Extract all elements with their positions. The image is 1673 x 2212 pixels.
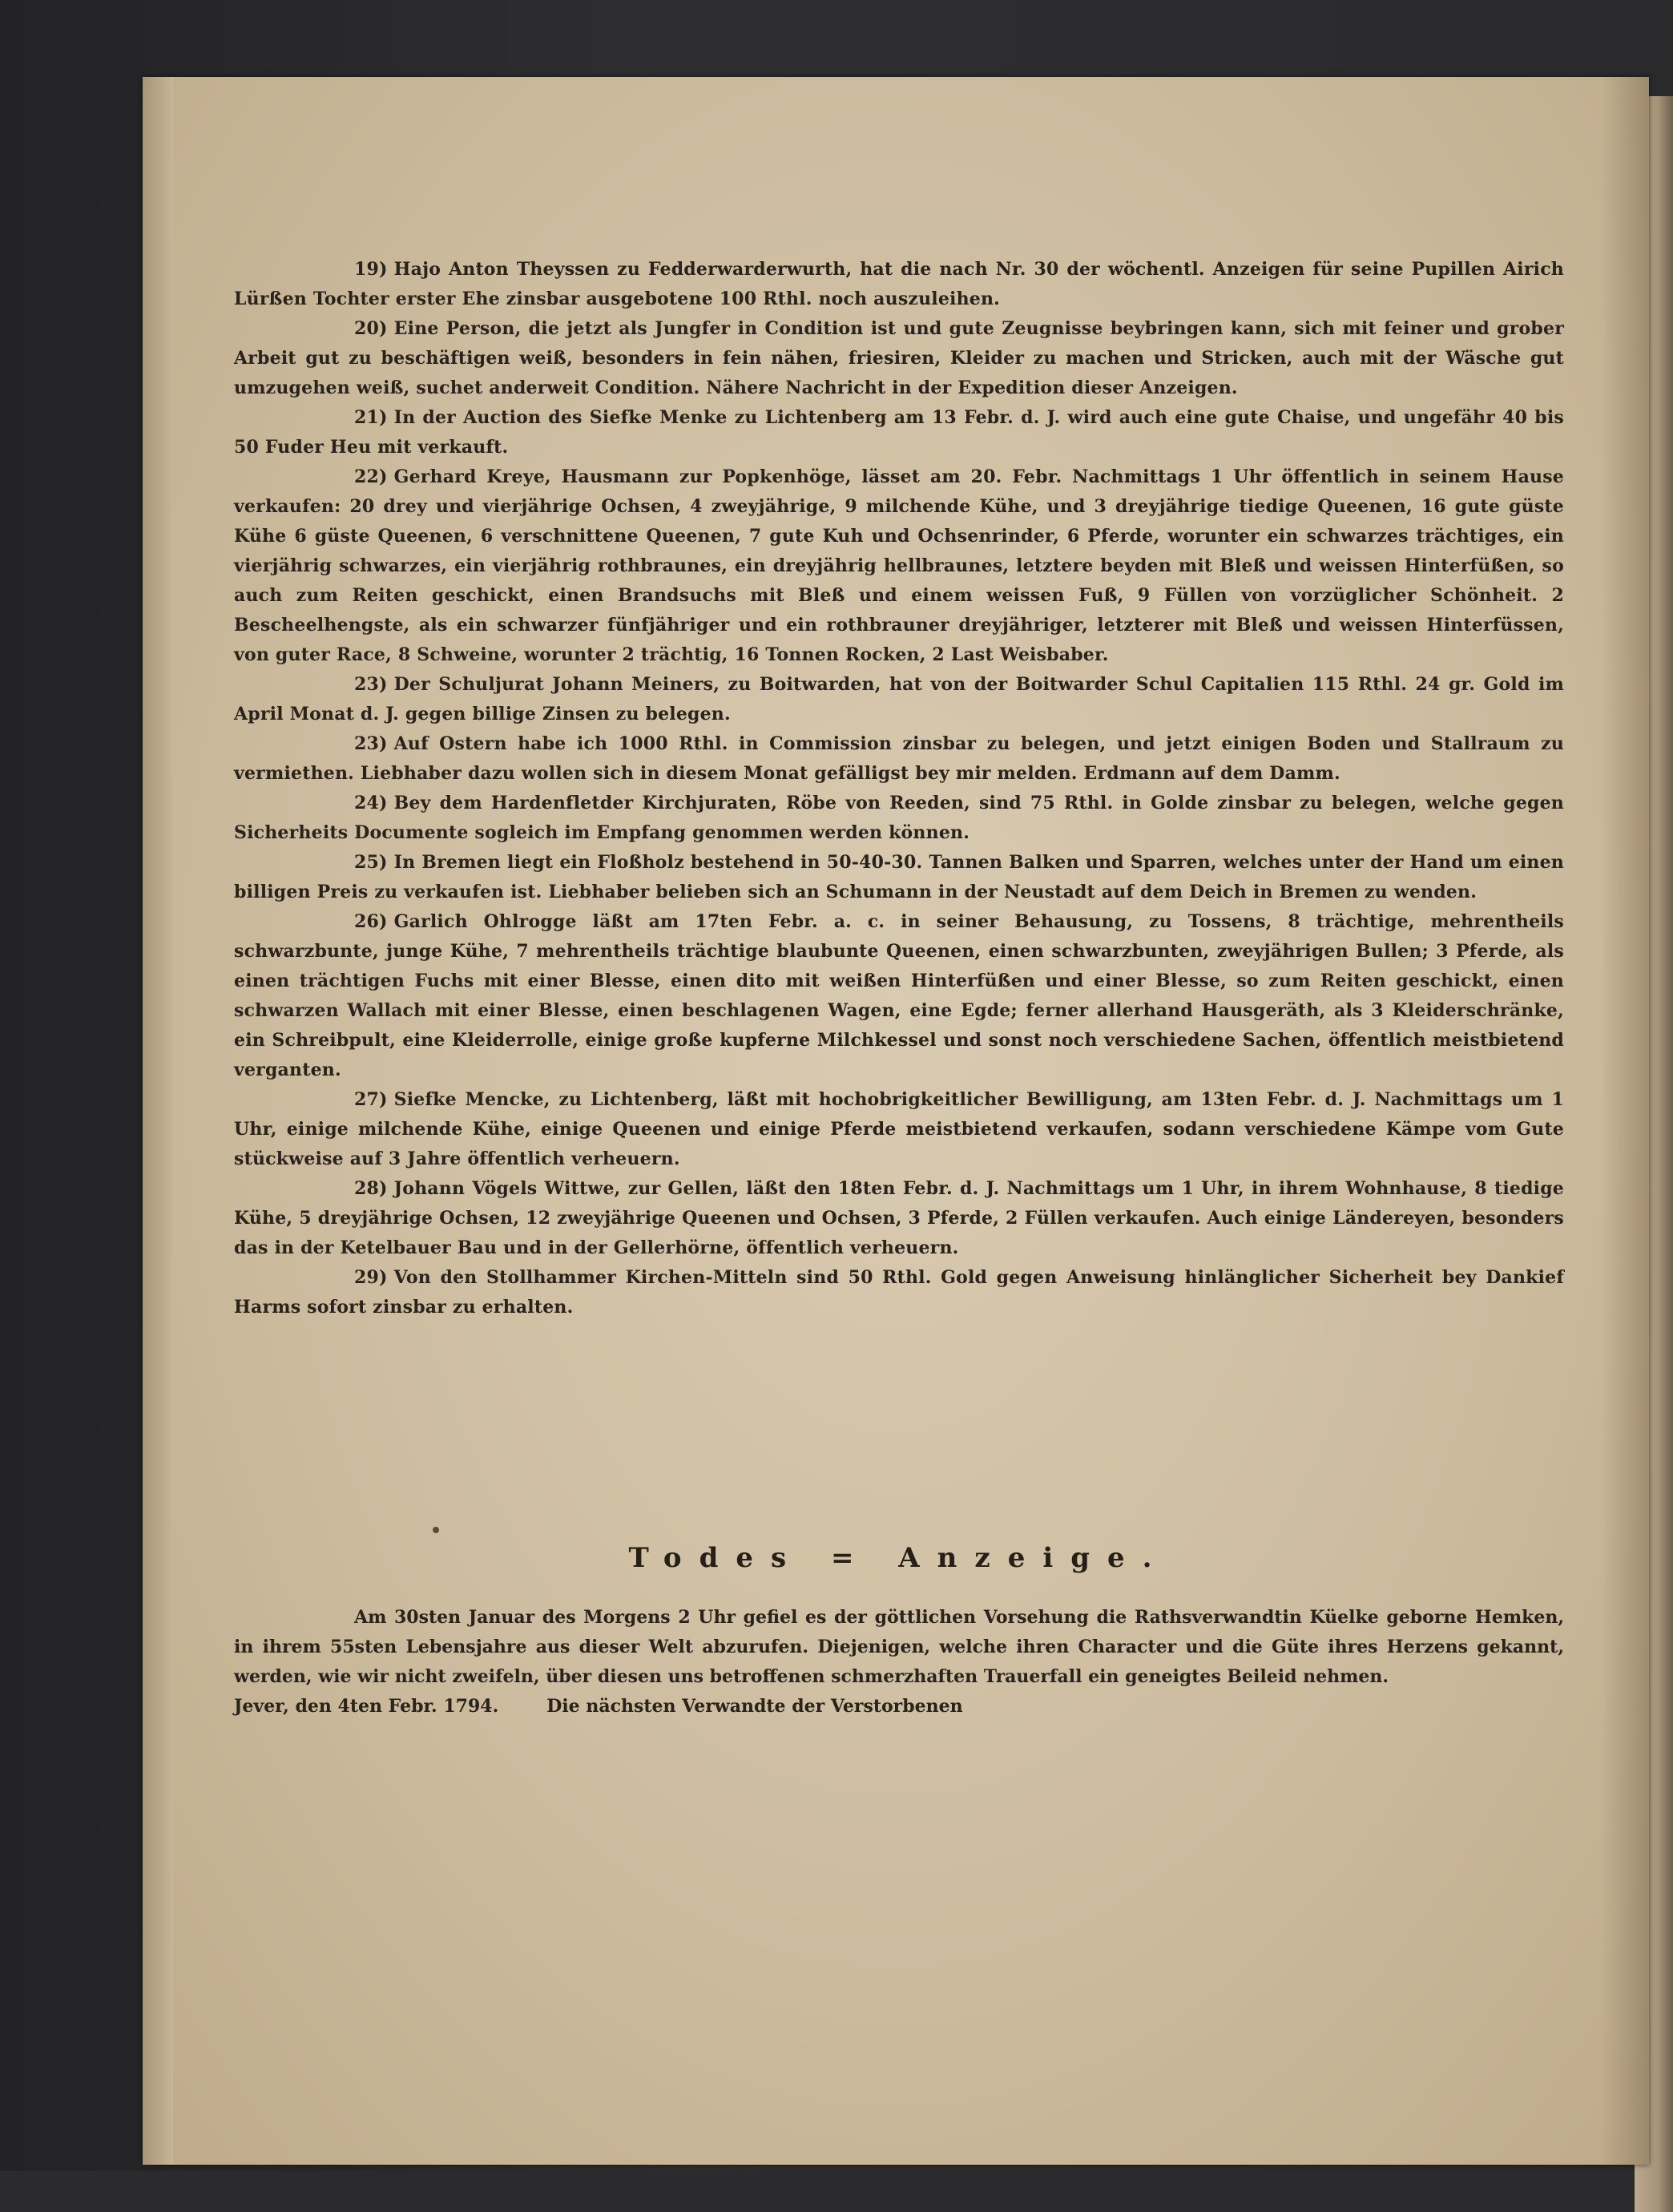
advertisement-entry [234,255,1564,314]
entry-number: 28) [354,1178,388,1199]
entry-text: In Bremen liegt ein Floßholz bestehend in 50-40-30. Tannen Balken und Sparren, welches unter der Hand um einen billigen Preis zu verkaufen ist. Liebhaber belieben sich an Schumann in der Neustadt auf dem Deich in Bremen zu wenden. [234,852,1564,902]
entry-text: Von den Stollhammer Kirchen-Mitteln sind 50 Rthl. Gold gegen Anweisung hinlänglicher Sicherheit bey Dankief Harms sofort zinsbar zu erhalten. [234,1267,1564,1318]
advertisement-entry [234,670,1564,729]
advertisement-entry [234,907,1564,1085]
advertisement-entry [234,1174,1564,1263]
death-notice-signature [234,1692,1564,1722]
advertisement-entry [234,789,1564,848]
death-notice [234,1603,1564,1722]
death-notice-body: Am 30sten Januar des Morgens 2 Uhr gefiel es der göttlichen Vorsehung die Rathsverwandtin Küelke geborne Hemken, in ihrem 55sten Lebensjahre aus dieser Welt abzurufen. Diejenigen, welche ihren Character und die Güte ihres Herzens gekannt, werden, wie wir nicht zweifeln, über diesen uns betroffenen schmerzhaften Trauerfall ein geneigtes Beileid nehmen. [234,1607,1564,1687]
entry-text: Hajo Anton Theyssen zu Fedderwarderwurth, hat die nach Nr. 30 der wöchentl. Anzeigen für seine Pupillen Airich Lürßen Tochter erster Ehe zinsbar ausgebotene 100 Rthl. noch auszuleihen. [234,259,1564,309]
advertisement-entry [234,314,1564,403]
entry-text: Garlich Ohlrogge läßt am 17ten Febr. a. c. in seiner Behausung, zu Tossens, 8 trächtige, mehrentheils schwarzbunte, junge Kühe, 7 mehrentheils trächtige blaubunte Queenen, einen schwarzbunten, zweyjährigen Bullen; 3 Pferde, als einen trächtigen Fuchs mit einer Blesse, einen dito mit weißen Hinterfüßen und einer Blesse, so zum Reiten geschickt, einen schwarzen Wallach mit einer Blesse, einen beschlagenen Wagen, eine Egde; ferner allerhand Hausgeräth, als 3 Kleiderschränke, ein Schreibpult, eine Kleiderrolle, einige große kupferne Milchkessel und sonst noch verschiedene Sachen, öffentlich meistbietend verganten. [234,911,1564,1080]
entry-number: 26) [354,911,388,932]
entry-number: 24) [354,793,388,813]
entry-number: 20) [354,318,388,339]
entry-text: Bey dem Hardenfletder Kirchjuraten, Röbe von Reeden, sind 75 Rthl. in Golde zinsbar zu belegen, welche gegen Sicherheits Documente sogleich im Empfang genommen werden können. [234,793,1564,843]
advertisements-list [234,255,1564,1322]
entry-number: 21) [354,407,388,428]
entry-text: Siefke Mencke, zu Lichtenberg, läßt mit hochobrigkeitlicher Bewilligung, am 13ten Febr. d. J. Nachmittags um 1 Uhr, einige milchende Kühe, einige Queenen und einige Pferde meistbietend verkaufen, sodann verschiedene Kämpe vom Gute stückweise auf 3 Jahre öffentlich verheuern. [234,1089,1564,1169]
advertisement-entry [234,1085,1564,1174]
section-heading: Todes = Anzeige. [628,1542,1170,1574]
entry-text: Der Schuljurat Johann Meiners, zu Boitwarden, hat von der Boitwarder Schul Capitalien 115 Rthl. 24 gr. Gold im April Monat d. J. gegen billige Zinsen zu belegen. [234,674,1564,725]
notice-date: Jever, den 4ten Febr. 1794. [234,1696,499,1717]
entry-number: 22) [354,466,388,487]
entry-number: 27) [354,1089,388,1110]
entry-text: Gerhard Kreye, Hausmann zur Popkenhöge, lässet am 20. Febr. Nachmittags 1 Uhr öffentlich in seinem Hause verkaufen: 20 drey und vierjährige Ochsen, 4 zweyjährige, 9 milchende Kühe, und 3 dreyjährige tiedige Queenen, 16 gute güste Kühe 6 güste Queenen, 6 verschnittene Queenen, 7 gute Kuh und Ochsenrinder, 6 Pferde, worunter ein schwarzes trächtiges, ein vierjährig schwarzes, ein vierjährig rothbraunes, ein dreyjährig hellbraunes, letztere beyden mit Bleß und weissen Hinterfüßen, so auch zum Reiten geschickt, einen Brandsuchs mit Bleß und einem weissen Fuß, 9 Füllen von vorzüglicher Schönheit. 2 Bescheelhengste, als ein schwarzer fünfjähriger und ein rothbrauner dreyjähriger, letzterer mit Bleß und weissen Hinterfüssen, von guter Race, 8 Schweine, worunter 2 trächtig, 16 Tonnen Rocken, 2 Last Weisbaber. [234,466,1564,665]
entry-text: Johann Vögels Wittwe, zur Gellen, läßt den 18ten Febr. d. J. Nachmittags um 1 Uhr, in ihrem Wohnhause, 8 tiedige Kühe, 5 dreyjährige Ochsen, 12 zweyjährige Queenen und Ochsen, 3 Pferde, 2 Füllen verkaufen. Auch einige Ländereyen, besonders das in der Ketelbauer Bau und in der Gellerhörne, öffentlich verheuern. [234,1178,1564,1258]
entry-number: 23) [354,674,388,695]
advertisement-entry [234,848,1564,907]
entry-text: Eine Person, die jetzt als Jungfer in Condition ist und gute Zeugnisse beybringen kann, sich mit feiner und grober Arbeit gut zu beschäftigen weiß, besonders in fein nähen, friesiren, Kleider zu machen und Stricken, auch mit der Wäsche gut umzugehen weiß, suchet anderweit Condition. Nähere Nachricht in der Expedition dieser Anzeigen. [234,318,1564,398]
entry-text: Auf Ostern habe ich 1000 Rthl. in Commission zinsbar zu belegen, und jetzt einigen Boden und Stallraum zu vermiethen. Liebhaber dazu wollen sich in diesem Monat gefälligst bey mir melden. Erdmann auf dem Damm. [234,733,1564,784]
entry-number: 23) [354,733,388,754]
entry-text: In der Auction des Siefke Menke zu Lichtenberg am 13 Febr. d. J. wird auch eine gute Chaise, und ungefähr 40 bis 50 Fuder Heu mit verkauft. [234,407,1564,458]
advertisement-entry [234,403,1564,462]
advertisement-entry [234,729,1564,789]
advertisement-entry [234,1263,1564,1322]
ink-speck [433,1527,439,1533]
advertisement-entry [234,462,1564,670]
notice-signed: Die nächsten Verwandte der Verstorbenen [546,1696,963,1717]
entry-number: 19) [354,259,388,280]
entry-number: 25) [354,852,388,873]
entry-number: 29) [354,1267,388,1288]
